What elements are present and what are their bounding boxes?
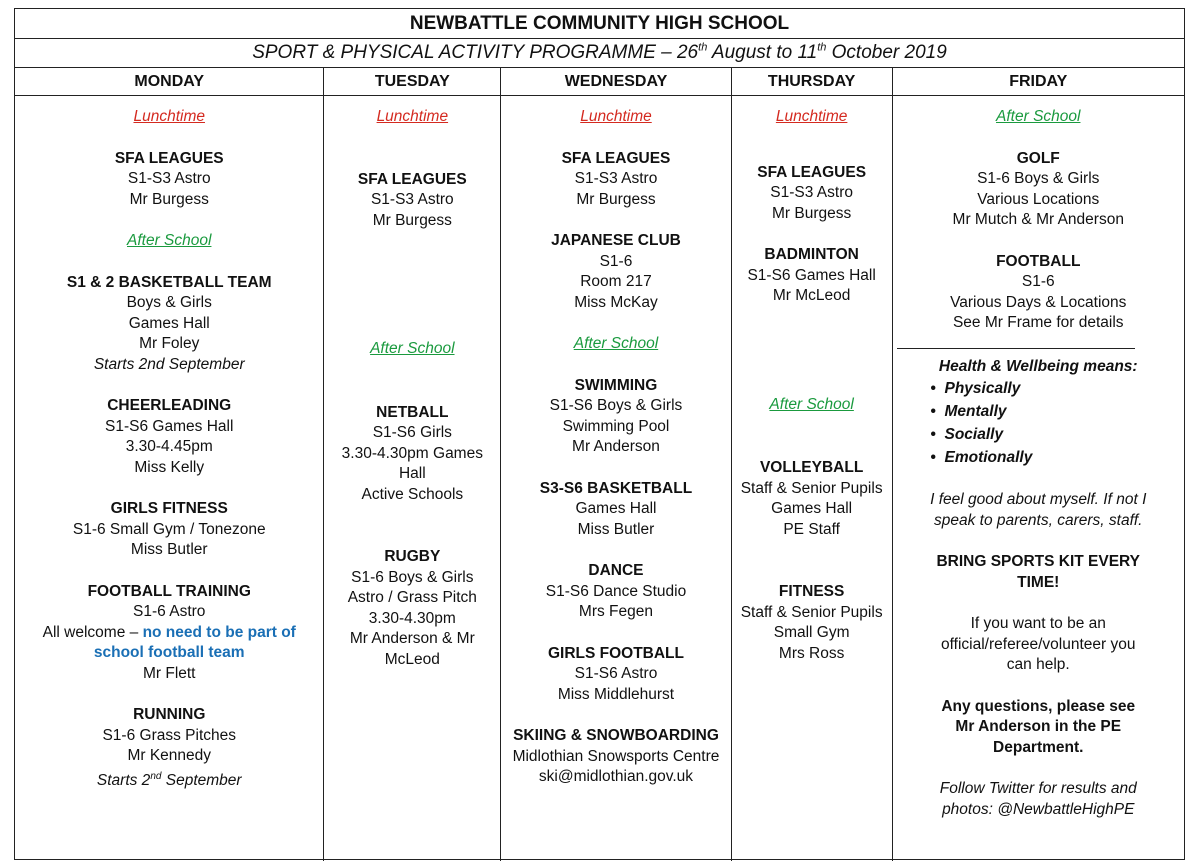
kit-reminder: TIME!	[1017, 573, 1060, 591]
wednesday-column	[501, 96, 732, 861]
questions-note: Department.	[993, 738, 1084, 756]
activity-detail: S1-6	[1021, 273, 1055, 290]
subtitle-part: October 2019	[826, 42, 947, 63]
day-wednesday: WEDNESDAY	[501, 68, 732, 95]
activity-detail: S1-6 Astro	[133, 603, 206, 620]
activity-detail: Boys & Girls	[126, 294, 212, 311]
activity-title: FOOTBALL TRAINING	[87, 582, 251, 600]
wellbeing-item-label: Emotionally	[944, 449, 1033, 466]
volunteer-note: can help.	[1006, 656, 1070, 673]
questions-note: Any questions, please see	[941, 697, 1136, 715]
activity-detail: S1-S3 Astro	[574, 170, 658, 187]
tuesday-column	[324, 96, 501, 861]
wellbeing-note: I feel good about myself. If not I	[930, 491, 1147, 508]
note-sup: nd	[150, 770, 162, 782]
activity-title: CHEERLEADING	[107, 397, 232, 414]
activity-detail: S1-S6 Dance Studio	[545, 582, 687, 600]
activity-teacher: Mr McLeod	[772, 287, 851, 304]
activity-detail	[15, 623, 323, 644]
activity-teacher: Miss Kelly	[134, 458, 205, 476]
activity-title: SWIMMING	[574, 376, 658, 394]
activity-title: GOLF	[1016, 149, 1060, 167]
monday-column	[15, 96, 324, 861]
day-thursday: THURSDAY	[732, 68, 893, 95]
activity-detail: S1-6 Grass Pitches	[102, 726, 236, 744]
subtitle-part: SPORT & PHYSICAL ACTIVITY PROGRAMME – 26	[252, 42, 699, 63]
after-school-label: After School	[370, 340, 455, 357]
activity-teacher: Mr Mutch & Mr Anderson	[952, 211, 1124, 228]
detail-part: All welcome –	[42, 623, 143, 641]
activity-title: SKIING & SNOWBOARDING	[513, 727, 719, 744]
programme-subtitle	[15, 39, 1184, 68]
highlight-text: no need to be part of	[142, 623, 296, 641]
activity-detail: S1-S3 Astro	[370, 191, 454, 208]
twitter-note: photos: @NewbattleHighPE	[942, 800, 1135, 818]
activity-title: S3-S6 BASKETBALL	[539, 479, 693, 497]
activity-detail: 3.30-4.45pm	[125, 438, 213, 455]
volunteer-note: official/referee/volunteer you	[941, 635, 1136, 653]
activity-detail: Games Hall	[575, 500, 657, 517]
wellbeing-item	[931, 446, 1185, 469]
day-tuesday: TUESDAY	[324, 68, 501, 95]
activity-title: SFA LEAGUES	[357, 170, 467, 188]
activity-title: GIRLS FITNESS	[110, 500, 228, 517]
bullet-icon: •	[930, 449, 936, 466]
kit-reminder: BRING SPORTS KIT EVERY	[936, 553, 1141, 570]
activity-title: VOLLEYBALL	[759, 459, 864, 476]
activity-detail: Staff & Senior Pupils	[740, 479, 883, 497]
questions-note: Mr Anderson in the PE	[955, 718, 1122, 735]
activity-teacher: Mr Anderson & Mr	[349, 630, 475, 647]
schedule-grid	[15, 96, 1184, 861]
activity-teacher: PE Staff	[783, 520, 840, 538]
activity-detail: S1-6 Boys & Girls	[351, 568, 474, 586]
bullet-icon: •	[930, 426, 936, 443]
activity-title: FOOTBALL	[996, 252, 1081, 270]
activity-teacher: Miss Butler	[130, 541, 208, 558]
activity-teacher: Miss McKay	[574, 293, 658, 311]
activity-note	[15, 767, 323, 792]
activity-teacher: McLeod	[384, 650, 440, 668]
activity-title: RUNNING	[133, 706, 206, 723]
note-part: Starts 2	[96, 771, 151, 789]
activity-title: SFA LEAGUES	[114, 149, 224, 167]
lunchtime-label: Lunchtime	[133, 108, 205, 125]
activity-detail: Room 217	[580, 273, 652, 290]
activity-title: DANCE	[588, 562, 644, 579]
after-school-label: After School	[127, 232, 212, 249]
activity-teacher: Mr Flett	[142, 664, 196, 682]
activity-title: FITNESS	[778, 583, 845, 600]
activity-detail: S1-S6 Girls	[372, 424, 452, 441]
activity-detail: Astro / Grass Pitch	[347, 589, 477, 606]
wellbeing-list	[931, 377, 1185, 469]
activity-detail: S1-S6 Games Hall	[105, 417, 234, 435]
activity-detail: Midlothian Snowsports Centre	[512, 747, 720, 765]
activity-teacher: Mr Burgess	[372, 211, 452, 229]
thursday-column	[732, 96, 893, 861]
activity-detail: S1-S6 Games Hall	[747, 266, 876, 284]
activity-title: JAPANESE CLUB	[551, 232, 681, 249]
activity-title: NETBALL	[376, 403, 449, 421]
activity-detail: Hall	[398, 465, 426, 482]
activity-teacher: Mr Burgess	[576, 190, 656, 208]
wellbeing-item	[931, 400, 1185, 423]
activity-note: Starts 2nd September	[93, 355, 245, 373]
note-part: September	[161, 771, 242, 789]
activity-detail: S1-S3 Astro	[127, 170, 211, 187]
wellbeing-item	[931, 377, 1185, 400]
activity-contact: ski@midlothian.gov.uk	[538, 768, 694, 785]
subtitle-sup: th	[698, 41, 708, 54]
activity-detail: S1-6 Boys & Girls	[977, 170, 1100, 187]
wellbeing-note: speak to parents, carers, staff.	[934, 511, 1143, 529]
twitter-note: Follow Twitter for results and	[939, 780, 1137, 797]
activity-title: GIRLS FOOTBALL	[547, 644, 684, 662]
activity-detail: Various Locations	[977, 190, 1100, 208]
activity-title: SFA LEAGUES	[561, 149, 671, 167]
activity-teacher: Active Schools	[361, 485, 464, 503]
activity-detail: Games Hall	[771, 500, 853, 517]
bullet-icon: •	[930, 403, 936, 420]
day-monday: MONDAY	[15, 68, 324, 95]
highlight-text: school football team	[93, 644, 245, 661]
activity-teacher: Mrs Fegen	[578, 603, 654, 620]
activity-teacher: Mrs Ross	[778, 644, 845, 662]
activity-detail: Staff & Senior Pupils	[740, 603, 883, 621]
lunchtime-label: Lunchtime	[580, 108, 652, 125]
activity-detail: S1-6 Small Gym / Tonezone	[72, 520, 266, 538]
activity-teacher: See Mr Frame for details	[952, 314, 1124, 331]
wellbeing-item-label: Socially	[944, 426, 1004, 443]
after-school-label: After School	[573, 335, 659, 352]
bullet-icon: •	[930, 380, 936, 397]
activity-detail: S1-6	[599, 252, 633, 270]
after-school-label: After School	[769, 395, 854, 413]
activity-title: RUGBY	[384, 548, 441, 565]
activity-teacher: Mr Anderson	[572, 438, 660, 455]
wellbeing-title: Health & Wellbeing means:	[938, 357, 1138, 375]
activity-teacher: Miss Butler	[577, 520, 655, 538]
volunteer-note: If you want to be an	[970, 615, 1106, 632]
activity-title: S1 & 2 BASKETBALL TEAM	[66, 273, 272, 291]
wellbeing-item-label: Physically	[944, 380, 1021, 397]
activity-detail: 3.30-4.30pm Games	[341, 444, 483, 462]
activity-detail: Small Gym	[773, 624, 850, 641]
subtitle-part: August to 11	[707, 42, 818, 63]
activity-teacher: Mr Burgess	[772, 204, 852, 222]
activity-detail: S1-S3 Astro	[770, 184, 853, 201]
day-friday: FRIDAY	[1009, 73, 1068, 90]
activity-detail: Various Days & Locations	[950, 293, 1127, 311]
activity-teacher: Mr Foley	[139, 335, 200, 352]
activity-title: BADMINTON	[764, 246, 859, 263]
activity-detail: S1-S6 Boys & Girls	[549, 397, 683, 414]
section-divider	[897, 348, 1135, 349]
day-header-row	[15, 68, 1184, 96]
activity-detail: Swimming Pool	[562, 417, 670, 435]
friday-column	[893, 96, 1185, 861]
wellbeing-item-label: Mentally	[944, 403, 1007, 420]
programme-sheet	[14, 8, 1185, 860]
school-title: NEWBATTLE COMMUNITY HIGH SCHOOL	[15, 9, 1184, 39]
subtitle-sup: th	[817, 41, 827, 54]
wellbeing-item	[931, 423, 1185, 446]
lunchtime-label: Lunchtime	[376, 108, 449, 125]
lunchtime-label: Lunchtime	[775, 108, 848, 125]
activity-detail: 3.30-4.30pm	[368, 609, 456, 627]
activity-title: SFA LEAGUES	[757, 163, 867, 181]
after-school-label: After School	[996, 108, 1081, 125]
activity-detail: Games Hall	[128, 314, 210, 332]
activity-teacher: Miss Middlehurst	[557, 685, 675, 703]
activity-teacher: Mr Burgess	[129, 190, 209, 208]
activity-teacher: Mr Kennedy	[127, 747, 212, 764]
activity-detail: S1-S6 Astro	[574, 665, 658, 682]
